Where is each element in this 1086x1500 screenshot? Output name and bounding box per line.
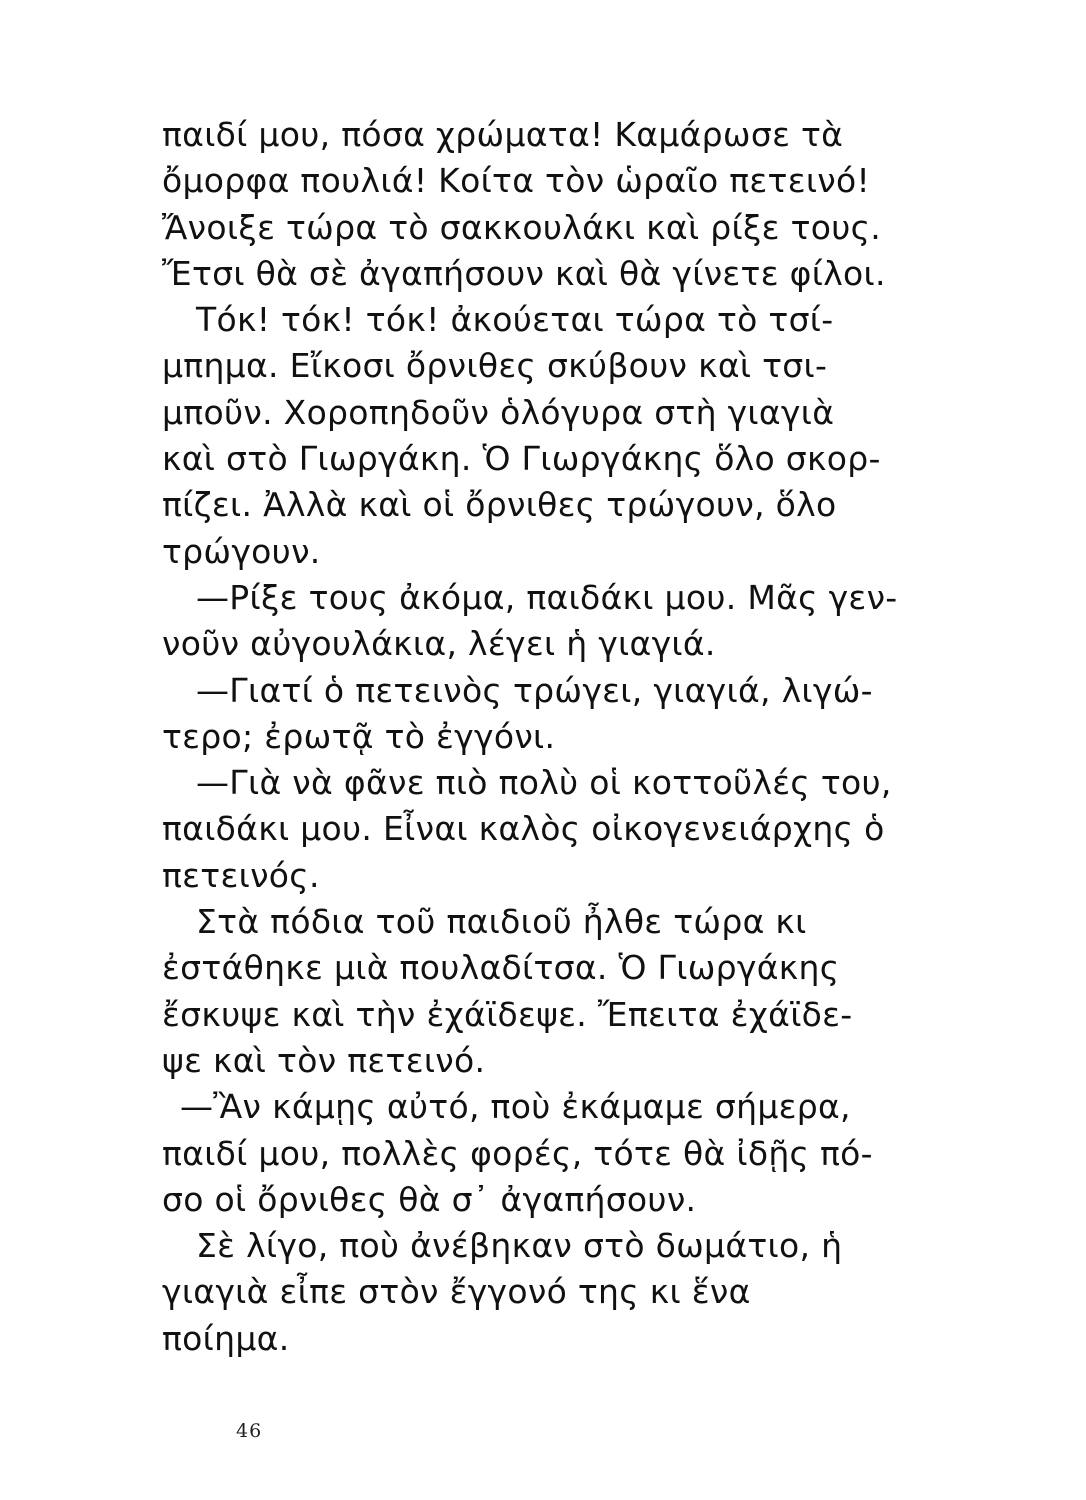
text-line-10: τρώγουν.	[162, 531, 321, 571]
text-line-12: νοῦν αὐγουλάκια, λέγει ἡ γιαγιά.	[162, 624, 716, 664]
text-line-18: Στὰ πόδια τοῦ παιδιοῦ ἦλθε τώρα κι	[196, 902, 807, 942]
text-line-1: παιδί μου, πόσα χρώματα! Καμάρωσε τὰ	[162, 115, 844, 154]
text-line-9: πίζει. Ἀλλὰ καὶ οἱ ὄρνιθες τρώγουν, ὅλο	[162, 485, 837, 525]
text-line-8: καὶ στὸ Γιωργάκη. Ὁ Γιωργάκης ὅλο σκορ-	[162, 439, 881, 479]
text-line-26: γιαγιὰ εἶπε στὸν ἔγγονό της κι ἕνα	[162, 1272, 751, 1312]
text-line-7: μποῦν. Χοροπηδοῦν ὁλόγυρα στὴ γιαγιὰ	[162, 392, 835, 432]
text-line-21: ψε καὶ τὸν πετεινό.	[162, 1040, 486, 1080]
text-line-17: πετεινός.	[162, 855, 320, 895]
text-line-19: ἐστάθηκε μιὰ πουλαδίτσα. Ὁ Γιωργάκης	[162, 948, 840, 988]
text-line-27: ποίημα.	[162, 1318, 290, 1358]
text-line-25: Σὲ λίγο, ποὺ ἀνέβηκαν στὸ δωμάτιο, ἡ	[196, 1226, 843, 1266]
page-number: 46	[236, 1420, 263, 1442]
text-line-2: ὄμορφα πουλιά! Κοίτα τὸν ὡραῖο πετεινό!	[162, 161, 871, 201]
text-line-4: Ἔτσι θὰ σὲ ἀγαπήσουν καὶ θὰ γίνετε φίλοι.	[162, 253, 886, 293]
text-line-24: σο οἱ ὄρνιθες θὰ σ᾽ ἀγαπήσουν.	[162, 1179, 697, 1219]
text-line-15: —Γιὰ νὰ φᾶνε πιὸ πολὺ οἱ κοττοῦλές του,	[196, 763, 892, 803]
text-line-5: Τόκ! τόκ! τόκ! ἀκούεται τώρα τὸ τσί-	[196, 300, 834, 340]
body-text	[162, 112, 1032, 1362]
text-line-14: τερο; ἐρωτᾷ τὸ ἐγγόνι.	[162, 716, 556, 756]
text-line-6: μπημα. Εἴκοσι ὄρνιθες σκύβουν καὶ τσι-	[162, 346, 828, 386]
text-line-13: —Γιατί ὁ πετεινὸς τρώγει, γιαγιά, λιγώ-	[196, 670, 873, 710]
text-line-22: —Ἂν κάμῃς αὐτό, ποὺ ἐκάμαμε σήμερα,	[180, 1087, 851, 1127]
text-line-23: παιδί μου, πολλὲς φορές, τότε θὰ ἰδῇς πό-	[162, 1133, 873, 1173]
text-line-16: παιδάκι μου. Εἶναι καλὸς οἰκογενειάρχης ὁ	[162, 809, 885, 849]
text-line-20: ἔσκυψε καὶ τὴν ἐχάϊδεψε. Ἔπειτα ἐχάϊδε-	[162, 994, 853, 1034]
text-line-3: Ἄνοιξε τώρα τὸ σακκουλάκι καὶ ρίξε τους.	[162, 207, 882, 247]
text-line-11: —Ρίξε τους ἀκόμα, παιδάκι μου. Μᾶς γεν-	[196, 577, 898, 617]
